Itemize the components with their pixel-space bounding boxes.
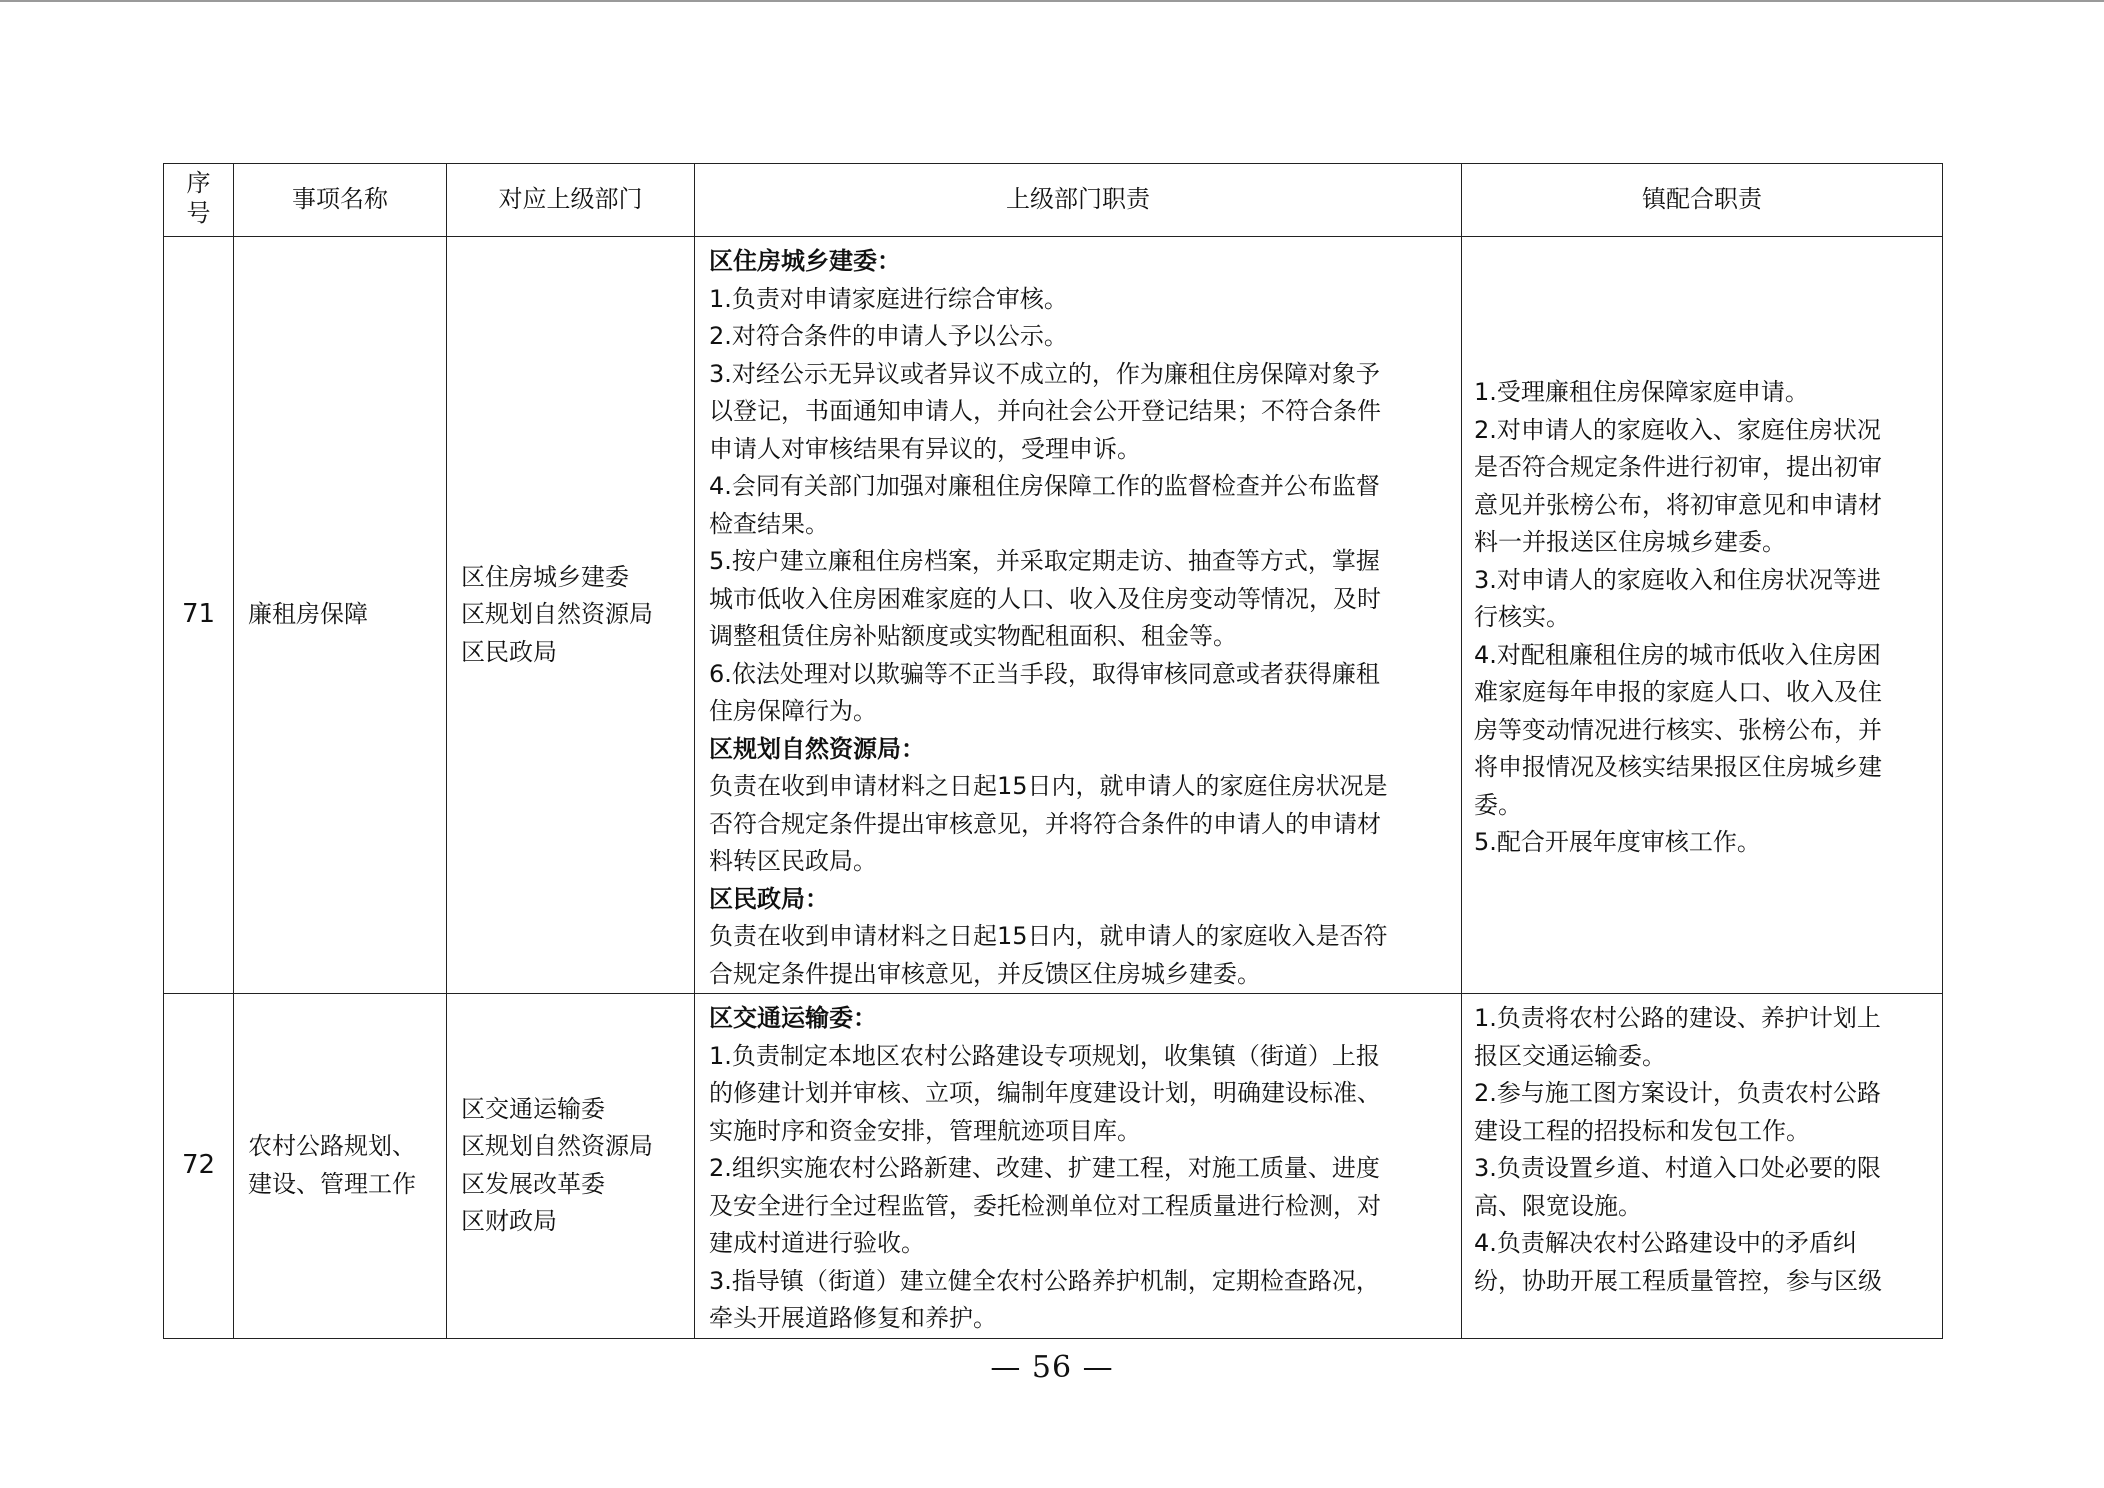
duty-line: 料转区民政局。 xyxy=(709,847,877,875)
duty-line: 否符合规定条件提出审核意见，并将符合条件的申请人的申请材 xyxy=(709,809,1381,838)
department-item: 区住房城乡建委 xyxy=(461,562,629,591)
town-duty-line: 意见并张榜公布，将初审意见和申请材 xyxy=(1474,490,1882,519)
town-duty-line: 3.负责设置乡道、村道入口处必要的限 xyxy=(1474,1154,1881,1182)
item-name-line: 农村公路规划、 xyxy=(248,1132,416,1161)
duty-line: 申请人对审核结果有异议的，受理申诉。 xyxy=(709,434,1141,463)
duty-line: 及安全进行全过程监管，委托检测单位对工程质量进行检测，对 xyxy=(709,1191,1381,1220)
town-duty-line: 行核实。 xyxy=(1474,603,1570,632)
duty-line: 6.依法处理对以欺骗等不正当手段，取得审核同意或者获得廉租 xyxy=(709,659,1380,688)
town-duty-line: 4.负责解决农村公路建设中的矛盾纠 xyxy=(1474,1229,1857,1257)
duty-table xyxy=(163,163,1943,1339)
header-upper: 上级部门职责 xyxy=(695,164,1462,237)
town-duty-line: 是否符合规定条件进行初审，提出初审 xyxy=(1474,453,1882,482)
department-item: 区交通运输委 xyxy=(461,1094,605,1123)
department-item: 区民政局 xyxy=(461,637,557,666)
top-border-line xyxy=(0,0,2104,2)
duty-line: 负责在收到申请材料之日起15日内，就申请人的家庭住房状况是 xyxy=(709,772,1388,800)
town-duty-line: 委。 xyxy=(1474,790,1522,819)
town-duty-line: 1.负责将农村公路的建设、养护计划上 xyxy=(1474,1004,1881,1032)
section-heading: 区规划自然资源局： xyxy=(709,734,925,763)
duty-line: 1.负责对申请家庭进行综合审核。 xyxy=(709,284,1068,313)
department-item: 区规划自然资源局 xyxy=(461,600,653,629)
duty-line: 城市低收入住房困难家庭的人口、收入及住房变动等情况，及时 xyxy=(709,584,1381,613)
item-name-line: 廉租房保障 xyxy=(248,600,368,629)
duty-line: 负责在收到申请材料之日起15日内，就申请人的家庭收入是否符 xyxy=(709,922,1388,950)
page-number: — 56 — xyxy=(990,1350,1114,1385)
section-heading: 区民政局： xyxy=(709,884,829,913)
department-list xyxy=(447,237,695,994)
item-name-line: 建设、管理工作 xyxy=(248,1169,416,1198)
row-number: 72 xyxy=(164,994,234,1339)
duty-line: 检查结果。 xyxy=(709,509,829,538)
item-name xyxy=(234,237,447,994)
duty-line: 住房保障行为。 xyxy=(709,697,877,725)
duty-line: 1.负责制定本地区农村公路建设专项规划，收集镇（街道）上报 xyxy=(709,1041,1380,1070)
duty-line: 4.会同有关部门加强对廉租住房保障工作的监督检查并公布监督 xyxy=(709,472,1380,500)
town-duty-line: 5.配合开展年度审核工作。 xyxy=(1474,828,1761,857)
town-duty-line: 房等变动情况进行核实、张榜公布，并 xyxy=(1474,715,1882,744)
department-list xyxy=(447,994,695,1339)
town-duties xyxy=(1462,237,1943,994)
town-duty-line: 建设工程的招投标和发包工作。 xyxy=(1474,1116,1810,1145)
town-duty-line: 将申报情况及核实结果报区住房城乡建 xyxy=(1474,753,1882,782)
duty-line: 牵头开展道路修复和养护。 xyxy=(709,1304,997,1332)
upper-duties xyxy=(695,237,1462,994)
section-heading: 区住房城乡建委： xyxy=(709,247,901,275)
header-num: 序号 xyxy=(164,164,234,237)
header-dept: 对应上级部门 xyxy=(447,164,695,237)
duty-line: 2.组织实施农村公路新建、改建、扩建工程，对施工质量、进度 xyxy=(709,1154,1380,1182)
item-name xyxy=(234,994,447,1339)
duty-line: 3.指导镇（街道）建立健全农村公路养护机制，定期检查路况， xyxy=(709,1266,1380,1295)
town-duty-line: 1.受理廉租住房保障家庭申请。 xyxy=(1474,378,1809,407)
town-duties xyxy=(1462,994,1943,1339)
duty-line: 2.对符合条件的申请人予以公示。 xyxy=(709,322,1068,350)
department-item: 区财政局 xyxy=(461,1207,557,1236)
header-name: 事项名称 xyxy=(234,164,447,237)
town-duty-line: 2.对申请人的家庭收入、家庭住房状况 xyxy=(1474,415,1881,444)
duty-line: 以登记，书面通知申请人，并向社会公开登记结果；不符合条件 xyxy=(709,397,1381,425)
duty-line: 建成村道进行验收。 xyxy=(709,1229,925,1257)
town-duty-line: 高、限宽设施。 xyxy=(1474,1191,1642,1220)
town-duty-line: 2.参与施工图方案设计，负责农村公路 xyxy=(1474,1079,1881,1107)
duty-line: 5.按户建立廉租住房档案，并采取定期走访、抽查等方式，掌握 xyxy=(709,547,1380,575)
town-duty-line: 料一并报送区住房城乡建委。 xyxy=(1474,528,1786,557)
town-duty-line: 报区交通运输委。 xyxy=(1474,1041,1666,1070)
duty-line: 合规定条件提出审核意见，并反馈区住房城乡建委。 xyxy=(709,959,1261,988)
department-item: 区发展改革委 xyxy=(461,1169,605,1198)
table-row xyxy=(164,237,1943,994)
table-header-row xyxy=(164,164,1943,237)
town-duty-line: 4.对配租廉租住房的城市低收入住房困 xyxy=(1474,640,1881,669)
table-row xyxy=(164,994,1943,1339)
duty-line: 的修建计划并审核、立项，编制年度建设计划，明确建设标准、 xyxy=(709,1079,1381,1107)
section-heading: 区交通运输委： xyxy=(709,1004,877,1032)
upper-duties xyxy=(695,994,1462,1339)
department-item: 区规划自然资源局 xyxy=(461,1132,653,1161)
header-town: 镇配合职责 xyxy=(1462,164,1943,237)
row-number: 71 xyxy=(164,237,234,994)
duty-line: 调整租赁住房补贴额度或实物配租面积、租金等。 xyxy=(709,622,1237,650)
duty-line: 实施时序和资金安排，管理航迹项目库。 xyxy=(709,1116,1141,1145)
town-duty-line: 难家庭每年申报的家庭人口、收入及住 xyxy=(1474,678,1882,707)
duty-line: 3.对经公示无异议或者异议不成立的，作为廉租住房保障对象予 xyxy=(709,359,1380,388)
town-duty-line: 3.对申请人的家庭收入和住房状况等进 xyxy=(1474,565,1881,594)
town-duty-line: 纷，协助开展工程质量管控，参与区级 xyxy=(1474,1266,1882,1295)
